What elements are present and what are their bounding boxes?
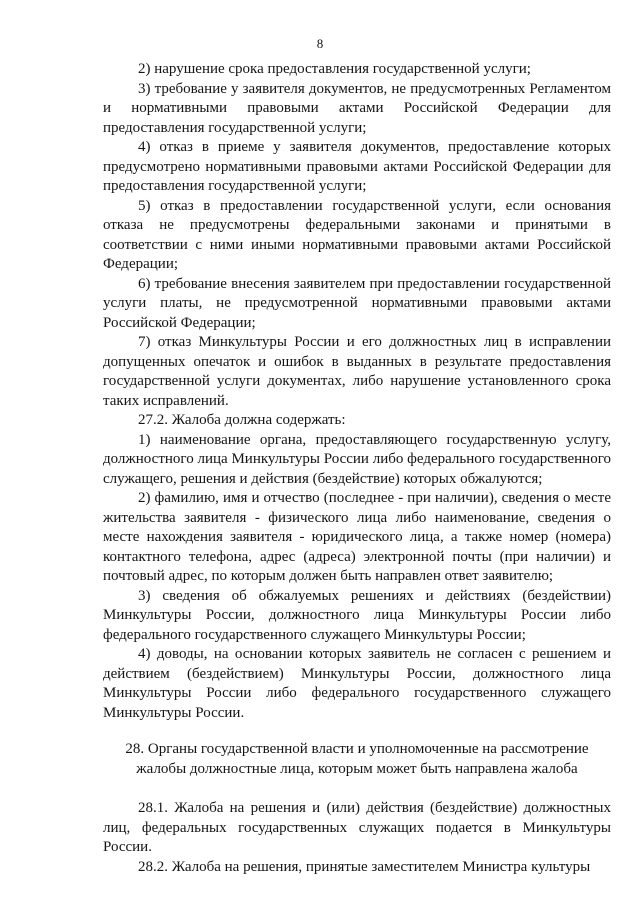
paragraph-contents-decisions: 3) сведения об обжалуемых решениях и действиях (бездействии) Минкультуры России, должностного лица Минкультуры России либо федерального государственного служащего Минкультуры России; [103,587,611,643]
paragraph-correction-refusal: 7) отказ Минкультуры России и его должностных лиц в исправлении допущенных опечаток и ошибок в выданных в результате предоставления государственной услуги документах, либо нарушение установленного срока таких исправлений. [103,334,611,409]
paragraph-extra-documents: 3) требование у заявителя документов, не предусмотренных Регламентом и нормативными правовыми актами Российской Федерации для предоставления государственной услуги; [103,80,611,136]
paragraph-contents-applicant: 2) фамилию, имя и отчество (последнее - при наличии), сведения о месте жительства заявителя - физического лица либо наименование, сведения о месте нахождения заявителя - юридического лица, а также номер (номера) контактного телефона, адрес (адреса) электронной почты (при наличии) и почтовый адрес, по которым должен быть направлен ответ заявителю; [103,490,611,584]
paragraph-refusal-acceptance: 4) отказ в приеме у заявителя документов, предоставление которых предусмотрено нормативными правовыми актами Российской Федерации для предоставления государственной услуги; [103,139,611,194]
page-number: 8 [316,36,324,51]
paragraph-fee-requirement: 6) требование внесения заявителем при предоставлении государственной услуги платы, не предусмотренной нормативными правовыми актами Российской Федерации; [103,275,611,331]
paragraph-contents-arguments: 4) доводы, на основании которых заявитель не согласен с решением и действием (бездействием) Минкультуры России, должностного лица Минкультуры России либо федерального государственного служащего Минкультуры России. [103,646,611,721]
paragraph-violation-deadline: 2) нарушение срока предоставления государственной услуги; [138,61,531,77]
paragraph-28-1: 28.1. Жалоба на решения и (или) действия (бездействие) должностных лиц, федеральных государственных служащих подается в Минкультуры России. [103,800,611,855]
paragraph-28-2: 28.2. Жалоба на решения, принятые заместителем Министра культуры [138,858,591,875]
document-body [103,60,611,877]
paragraph-contents-authority: 1) наименование органа, предоставляющего государственную услугу, должностного лица Минкультуры России либо федерального государственного служащего, решения и действия (бездействие) которых обжалуются; [103,431,611,487]
paragraph-complaint-contents: 27.2. Жалоба должна содержать: [138,412,346,428]
section-heading-28: 28. Органы государственной власти и уполномоченные на рассмотрение жалобы должностные лица, которым может быть направлена жалоба [125,741,589,777]
paragraph-refusal-service: 5) отказ в предоставлении государственной услуги, если основания отказа не предусмотрены федеральными законами и принятыми в соответствии с ними иными нормативными правовыми актами Российской Федерации; [103,197,611,272]
